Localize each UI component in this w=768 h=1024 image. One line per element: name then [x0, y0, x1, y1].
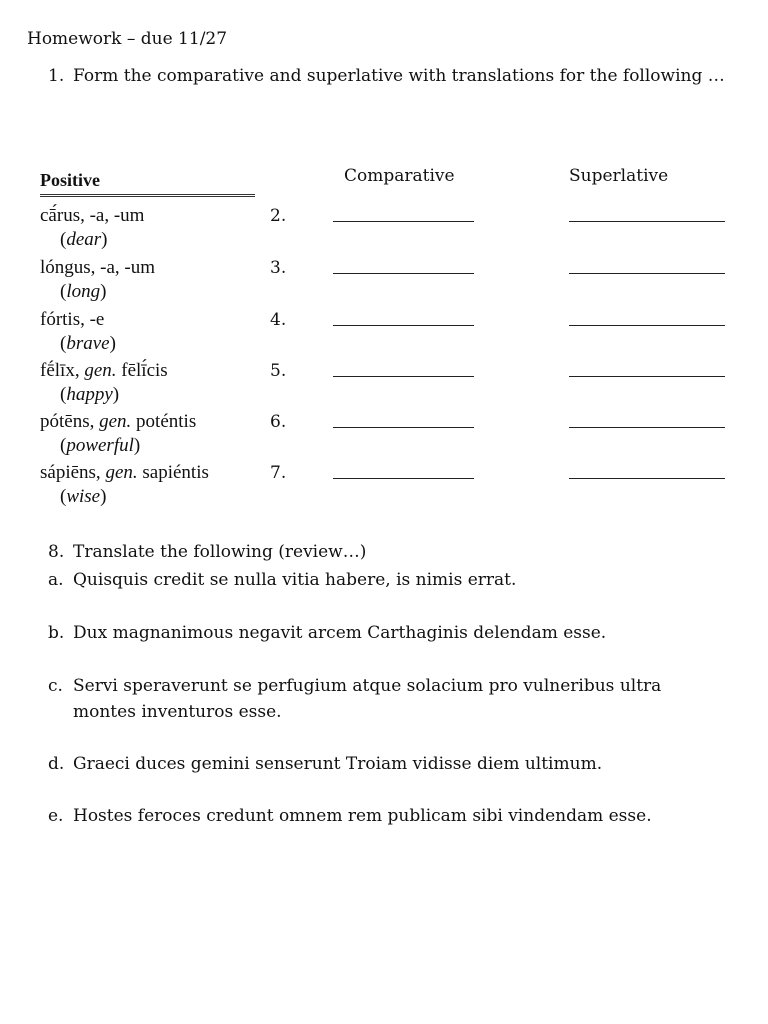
question-1-number: 1. — [48, 66, 65, 86]
comparative-blank[interactable] — [333, 427, 474, 428]
positive-word: cā́rus, -a, -um — [40, 205, 145, 226]
table-row — [0, 411, 768, 463]
item-sentence: Quisquis credit se nulla vitia habere, is nimis errat. — [73, 570, 517, 590]
positive-word: fórtis, -e — [40, 309, 105, 330]
table-row — [0, 309, 768, 361]
word-genitive: sapiéntis — [137, 462, 209, 483]
positive-gloss: (dear) — [60, 229, 108, 250]
row-number: 2. — [270, 206, 287, 226]
superlative-blank[interactable] — [569, 273, 725, 274]
genitive-abbrev: gen. — [105, 462, 138, 483]
positive-gloss: (happy) — [60, 384, 120, 405]
translation-item — [48, 673, 728, 725]
superlative-blank[interactable] — [569, 427, 725, 428]
item-letter: d. — [48, 754, 65, 774]
row-number: 6. — [270, 412, 287, 432]
table-row — [0, 257, 768, 309]
comparative-blank[interactable] — [333, 221, 474, 222]
item-sentence: Hostes feroces credunt omnem rem publicam sibi vindendam esse. — [73, 806, 652, 826]
row-number: 3. — [270, 258, 287, 278]
translation-item — [48, 803, 748, 829]
superlative-column-header: Superlative — [569, 166, 669, 186]
word-stem: fḗlīx, — [40, 360, 85, 381]
question-8 — [48, 542, 366, 562]
gloss-text: happy — [66, 384, 113, 405]
gloss-text: brave — [66, 333, 110, 354]
gloss-text: dear — [66, 229, 102, 250]
item-letter: b. — [48, 623, 65, 643]
word-stem: sápiēns, — [40, 462, 106, 483]
comparative-blank[interactable] — [333, 376, 474, 377]
gloss-text: wise — [66, 486, 101, 507]
superlative-blank[interactable] — [569, 478, 725, 479]
positive-word — [40, 411, 196, 433]
item-letter: e. — [48, 806, 64, 826]
gloss-text: long — [66, 281, 101, 302]
item-letter: a. — [48, 570, 64, 590]
table-row — [0, 205, 768, 257]
genitive-abbrev: gen. — [99, 411, 132, 432]
positive-gloss: (wise) — [60, 486, 107, 507]
row-number: 5. — [270, 361, 287, 381]
superlative-blank[interactable] — [569, 376, 725, 377]
positive-column-header: Positive — [40, 170, 100, 190]
table-row — [0, 360, 768, 412]
gloss-text: powerful — [66, 435, 134, 456]
translation-item — [48, 751, 748, 777]
positive-gloss: (brave) — [60, 333, 116, 354]
table-row — [0, 462, 768, 514]
positive-word — [40, 360, 168, 382]
positive-gloss: (long) — [60, 281, 107, 302]
translation-item — [48, 567, 748, 593]
superlative-blank[interactable] — [569, 325, 725, 326]
item-sentence: Graeci duces gemini senserunt Troiam vidisse diem ultimum. — [73, 754, 603, 774]
word-stem: pótēns, — [40, 411, 100, 432]
genitive-abbrev: gen. — [84, 360, 117, 381]
word-genitive: poténtis — [131, 411, 197, 432]
row-number: 4. — [270, 310, 287, 330]
question-8-text: Translate the following (review…) — [73, 542, 367, 562]
item-letter: c. — [48, 676, 63, 696]
comparative-blank[interactable] — [333, 273, 474, 274]
translation-item — [48, 620, 748, 646]
word-genitive: fēlī́cis — [116, 360, 168, 381]
positive-word: lóngus, -a, -um — [40, 257, 156, 278]
item-sentence: Servi speraverunt se perfugium atque solacium pro vulneribus ultra montes inventuros esse. — [73, 676, 662, 722]
positive-header-rule — [40, 194, 255, 197]
comparative-blank[interactable] — [333, 478, 474, 479]
page-title: Homework – due 11/27 — [27, 29, 228, 49]
superlative-blank[interactable] — [569, 221, 725, 222]
question-8-number: 8. — [48, 542, 65, 562]
question-1 — [48, 66, 725, 86]
positive-gloss: (powerful) — [60, 435, 141, 456]
item-sentence: Dux magnanimous negavit arcem Carthaginis delendam esse. — [73, 623, 607, 643]
question-1-text: Form the comparative and superlative with translations for the following … — [73, 66, 725, 86]
row-number: 7. — [270, 463, 287, 483]
comparative-column-header: Comparative — [344, 166, 455, 186]
comparative-blank[interactable] — [333, 325, 474, 326]
positive-word — [40, 462, 209, 484]
